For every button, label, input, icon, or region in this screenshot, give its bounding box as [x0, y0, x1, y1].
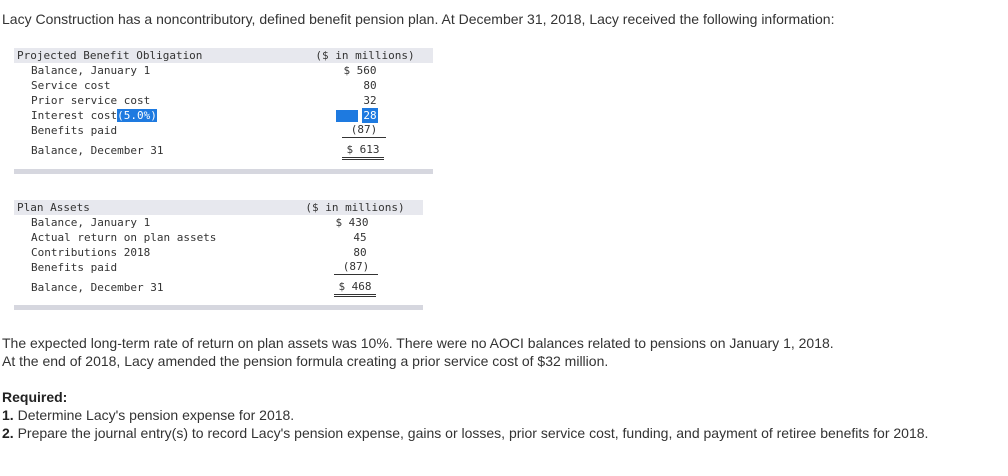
plan-assets-table: [14, 200, 424, 312]
plan-assets-title: Plan Assets: [17, 201, 90, 214]
required-section: [2, 388, 962, 442]
plan-assets-unit: ($ in millions): [305, 201, 405, 214]
pbo-bottom-bar: [14, 169, 433, 174]
pbo-row-label: Service cost: [31, 79, 111, 92]
assumption-line-1: The expected long-term rate of return on plan assets was 10%. There were no AOCI balances related to pensions on January 1, 2018.: [2, 335, 834, 351]
plan-assets-row-value: (87): [334, 260, 378, 275]
plan-assets-row-value: $ 430: [335, 216, 369, 229]
pbo-unit: ($ in millions): [315, 49, 415, 62]
assumption-line-2: At the end of 2018, Lacy amended the pension formula creating a prior service cost of $32 million.: [2, 353, 609, 369]
plan-assets-row-value: 45: [353, 231, 367, 244]
required-item-2: 2. Prepare the journal entry(s) to record Lacy's pension expense, gains or losses, prior service cost, funding, and payment of retiree benefits for 2018.: [2, 425, 929, 441]
pbo-row-value[interactable]: 28: [363, 109, 377, 122]
plan-assets-row-label: Balance, January 1: [31, 216, 151, 229]
pbo-row-value: $ 613: [342, 143, 384, 160]
pbo-row-value: $ 560: [343, 64, 377, 77]
intro-text: Lacy Construction has a noncontributory, defined benefit pension plan. At December 31, 2018, Lacy received the following information:: [2, 11, 835, 27]
interest-cost-label: Interest cost: [31, 109, 118, 122]
pbo-row-label: Benefits paid: [31, 124, 118, 137]
pbo-row-label: [31, 108, 157, 123]
plan-assets-row-value: $ 468: [334, 280, 376, 297]
pbo-row-label: Balance, December 31: [31, 144, 164, 157]
pbo-row-value: 32: [363, 94, 377, 107]
plan-assets-bottom-bar: [14, 305, 423, 310]
required-item-1: 1. Determine Lacy's pension expense for 2018.: [2, 407, 295, 423]
pbo-title: Projected Benefit Obligation: [17, 49, 203, 62]
plan-assets-row-label: Contributions 2018: [31, 246, 151, 259]
plan-assets-row-value: 80: [353, 246, 367, 259]
pbo-row-label: Prior service cost: [31, 94, 151, 107]
pbo-table: [14, 48, 434, 176]
selection-bar: [336, 110, 358, 122]
plan-assets-row-label: Actual return on plan assets: [31, 231, 217, 244]
plan-assets-row-label: Benefits paid: [31, 261, 118, 274]
plan-assets-row-label: Balance, December 31: [31, 281, 164, 294]
required-heading: Required:: [2, 389, 68, 405]
pbo-row-value: 80: [363, 79, 377, 92]
pbo-row-value: (87): [342, 123, 386, 138]
pbo-row-label: Balance, January 1: [31, 64, 151, 77]
interest-rate-highlight[interactable]: (5.0%): [117, 109, 157, 122]
